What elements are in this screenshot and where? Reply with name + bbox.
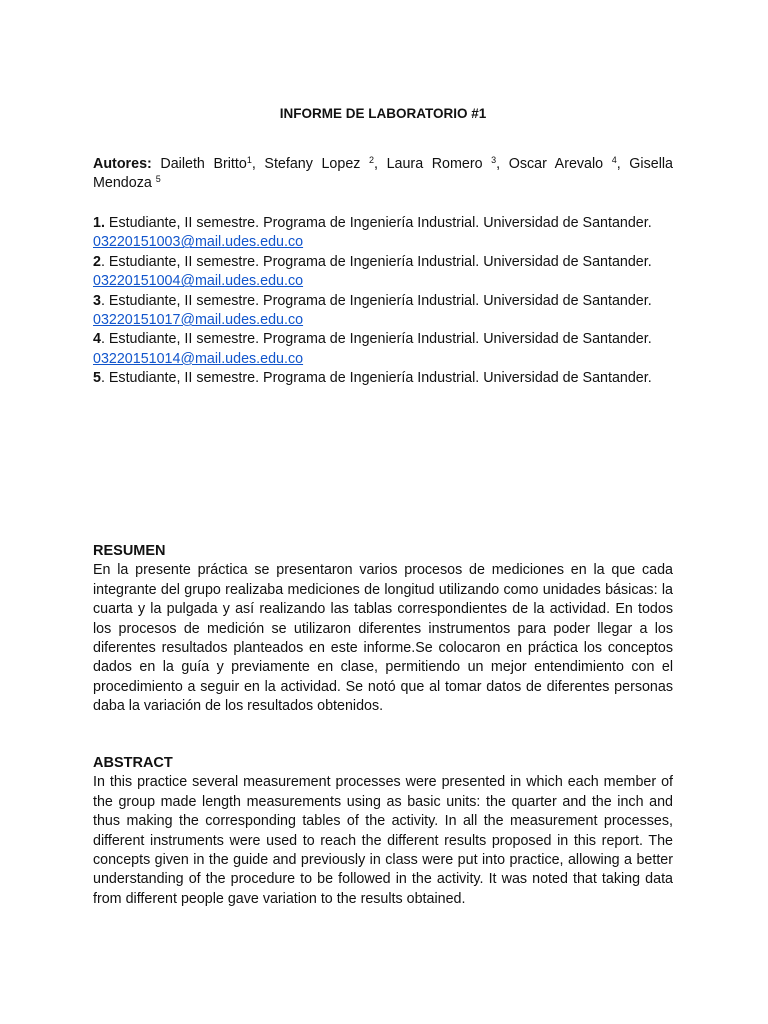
abstract-heading: ABSTRACT	[93, 755, 173, 771]
affiliation-item	[93, 330, 673, 369]
author: Oscar Arevalo $^4$,	[508, 155, 630, 172]
abstract-section	[93, 754, 673, 909]
affiliation-number: 5	[93, 370, 101, 387]
affiliation-item	[93, 253, 673, 292]
resumen-section	[93, 542, 673, 717]
authors-line	[93, 155, 673, 194]
author-email-link[interactable]: 03220151004@mail.udes.edu.co	[93, 273, 304, 290]
author: Gisella Mendoza $^5$	[93, 156, 673, 192]
affiliation-text: . Estudiante, II semestre. Programa de Ingeniería Industrial. Universidad de Santander.	[100, 370, 652, 387]
affiliation-number: 1.	[93, 215, 105, 231]
affiliation-number: 2	[93, 253, 101, 270]
affiliation-text: . Estudiante, II semestre. Programa de Ingeniería Industrial. Universidad de Santander.	[100, 292, 652, 309]
affiliation-text: . Estudiante, II semestre. Programa de Ingeniería Industrial. Universidad de Santander.	[100, 331, 652, 348]
abstract-body: In this practice several measurement processes were presented in which each member of the group made length measurements using as basic units: the quarter and the inch and thus making the corresponding tables of the activity. In all the measurement processes, different instruments were used to reach the different results proposed in this report. The concepts given in the guide and previously in class were put into practice, allowing a better understanding of the procedure to be followed in the activity. It was noted that taking data from different people gave variation to the results obtained.	[93, 774, 673, 907]
authors-label: Autores:	[93, 156, 152, 172]
author-email-link[interactable]: 03220151014@mail.udes.edu.co	[93, 350, 304, 367]
resumen-heading: RESUMEN	[93, 543, 166, 559]
affiliation-text: Estudiante, II semestre. Programa de Ingeniería Industrial. Universidad de Santander.	[104, 215, 652, 231]
affiliation-item	[93, 214, 673, 253]
resumen-body: En la presente práctica se presentaron varios procesos de mediciones en la que cada integrante del grupo realizaba mediciones de longitud utilizando como unidades básicas: la cuarta y la pulgada y así realizando las tablas correspondientes de la actividad. En todos los procesos de medición se utilizaron diferentes instrumentos para poder llegar a los diferentes resultados planteados en este informe.Se colocaron en práctica los conceptos dados en la guía y previamente en clase, permitiendo un mejor entendimiento con el procedimiento a seguir en la actividad. Se notó que al tomar datos de diferentes personas daba la variación de los resultados obtenidos.	[93, 562, 673, 715]
author: Stefany Lopez $^2$,	[264, 155, 387, 172]
report-title: INFORME DE LABORATORIO #1	[279, 106, 487, 121]
author: Daileth Britto$^1$,	[160, 155, 265, 172]
affiliation-text: . Estudiante, II semestre. Programa de Ingeniería Industrial. Universidad de Santander.	[100, 253, 652, 270]
author-email-link[interactable]: 03220151003@mail.udes.edu.co	[93, 234, 304, 251]
affiliation-number: 3	[93, 292, 101, 309]
author: Laura Romero $^3$,	[386, 155, 509, 172]
affiliation-item	[93, 369, 673, 388]
affiliations-list	[93, 214, 673, 389]
affiliation-item	[93, 292, 673, 331]
author-email-link[interactable]: 03220151017@mail.udes.edu.co	[93, 312, 304, 329]
affiliation-number: 4	[93, 331, 101, 348]
